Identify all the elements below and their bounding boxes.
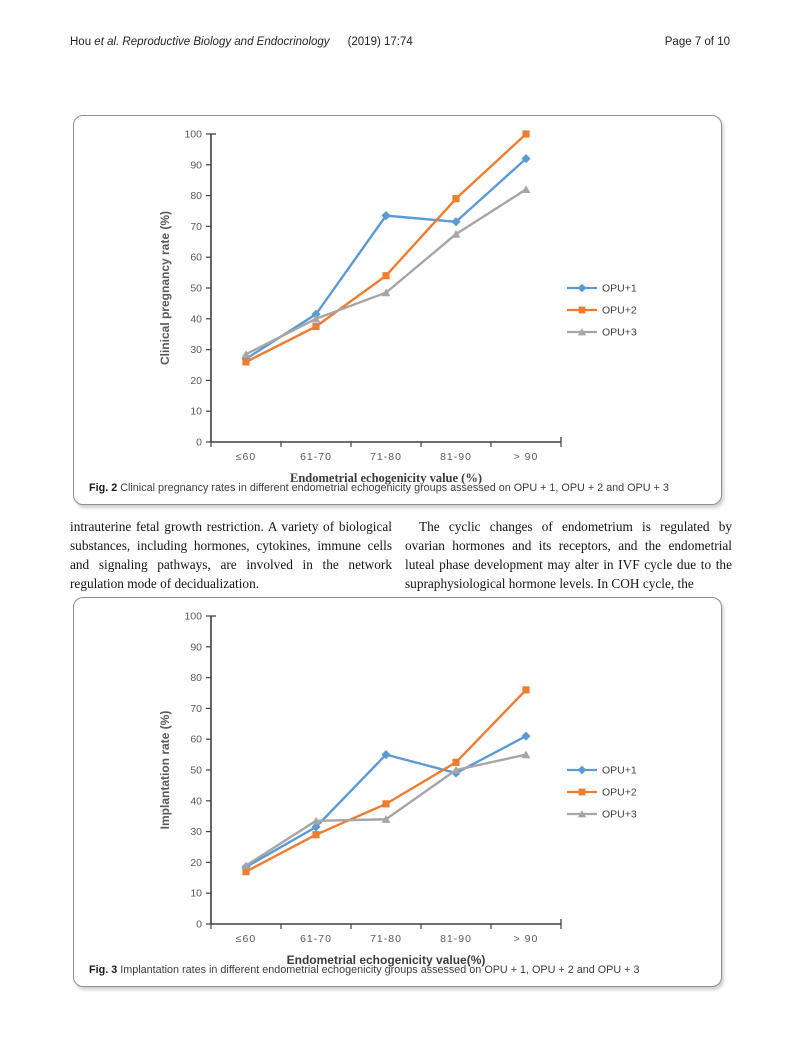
x-axis-title: Endometrial echogenicity value(%) (286, 953, 486, 967)
data-point-square (382, 800, 389, 807)
figure-2-label: Fig. 2 (89, 481, 118, 494)
y-tick-label: 10 (190, 887, 202, 900)
x-tick-label: > 90 (513, 933, 539, 945)
figure-3-caption-text: Implantation rates in different endometrial echogenicity groups assessed on OPU + 1, OPU + 2 and OPU + 3 (117, 963, 640, 976)
y-tick-label: 80 (190, 672, 202, 685)
data-point-square (452, 195, 459, 202)
figure-2-panel (73, 115, 722, 505)
body-column-left (70, 517, 392, 593)
legend-label: OPU+2 (602, 304, 637, 317)
x-tick-label: 71-80 (370, 933, 402, 945)
y-tick-label: 30 (190, 344, 202, 357)
legend-label: OPU+3 (602, 326, 637, 339)
data-point-diamond (578, 766, 587, 775)
header-page-number: Page 7 of 10 (664, 36, 730, 48)
y-tick-label: 50 (190, 282, 202, 295)
figure-2-caption-text: Clinical pregnancy rates in different endometrial echogenicity groups assessed on OPU + 1, OPU + 2 and OPU + 3 (117, 481, 669, 494)
x-tick-label: 61-70 (300, 451, 332, 463)
data-point-square (312, 831, 319, 838)
paragraph: The cyclic changes of endometrium is regulated by ovarian hormones and its receptors, and the endometrial luteal phase development may alter in IVF cycle due to the supraphysiological hormone levels. In COH cycle, the (405, 519, 732, 591)
data-point-square (522, 130, 529, 137)
x-tick-label: ≤60 (235, 933, 257, 945)
y-tick-label: 20 (190, 856, 202, 869)
y-tick-label: 20 (190, 374, 202, 387)
y-tick-label: 40 (190, 795, 202, 808)
page-header (70, 36, 730, 54)
figure-3-panel (73, 597, 722, 987)
paragraph: intrauterine fetal growth restriction. A variety of biological substances, including hormones, cytokines, immune cells and signaling pathways, are involved in the network regulation mode of decidualization. (70, 519, 392, 591)
figure-3-label: Fig. 3 (89, 963, 118, 976)
legend-label: OPU+3 (602, 808, 637, 821)
x-tick-label: 81-90 (440, 933, 472, 945)
y-tick-label: 90 (190, 159, 202, 172)
implantation-rate-chart (74, 598, 719, 967)
y-tick-label: 90 (190, 641, 202, 654)
series-line-OPU+1 (246, 159, 526, 359)
legend-label: OPU+2 (602, 786, 637, 799)
data-point-diamond (578, 284, 587, 293)
y-tick-label: 50 (190, 764, 202, 777)
y-tick-label: 80 (190, 190, 202, 203)
data-point-square (452, 759, 459, 766)
data-point-square (522, 686, 529, 693)
x-tick-label: > 90 (513, 451, 539, 463)
header-citation (70, 36, 413, 48)
x-tick-label: 81-90 (440, 451, 472, 463)
series-line-OPU+2 (246, 134, 526, 362)
body-column-right (405, 517, 732, 593)
figure-3-caption (89, 964, 709, 977)
data-point-square (382, 272, 389, 279)
y-tick-label: 30 (190, 826, 202, 839)
y-axis-title: Clinical pregnancy rate (%) (158, 210, 172, 366)
data-point-square (242, 358, 249, 365)
y-tick-label: 70 (190, 220, 202, 233)
y-tick-label: 40 (190, 313, 202, 326)
y-tick-label: 0 (196, 436, 202, 449)
y-tick-label: 0 (196, 918, 202, 931)
legend-label: OPU+1 (602, 764, 637, 777)
data-point-square (579, 307, 586, 314)
data-point-triangle (522, 185, 531, 193)
data-point-diamond (521, 732, 530, 741)
y-axis-title: Implantation rate (%) (158, 710, 172, 830)
data-point-square (579, 789, 586, 796)
y-tick-label: 10 (190, 405, 202, 418)
series-line-OPU+2 (246, 690, 526, 872)
x-tick-label: 71-80 (370, 451, 402, 463)
figure-2-caption (89, 482, 709, 495)
y-tick-label: 100 (184, 128, 202, 141)
header-journal: et al. Reproductive Biology and Endocrinology (94, 36, 330, 48)
y-tick-label: 60 (190, 251, 202, 264)
x-tick-label: 61-70 (300, 933, 332, 945)
y-tick-label: 60 (190, 733, 202, 746)
legend-label: OPU+1 (602, 282, 637, 295)
header-authors: Hou (70, 36, 95, 48)
clinical-pregnancy-chart (74, 116, 719, 485)
x-axis-title: Endometrial echogenicity value (%) (290, 471, 482, 485)
header-volume: (2019) 17:74 (347, 36, 413, 48)
data-point-square (242, 868, 249, 875)
data-point-square (312, 323, 319, 330)
y-tick-label: 70 (190, 702, 202, 715)
x-tick-label: ≤60 (235, 451, 257, 463)
y-tick-label: 100 (184, 610, 202, 623)
